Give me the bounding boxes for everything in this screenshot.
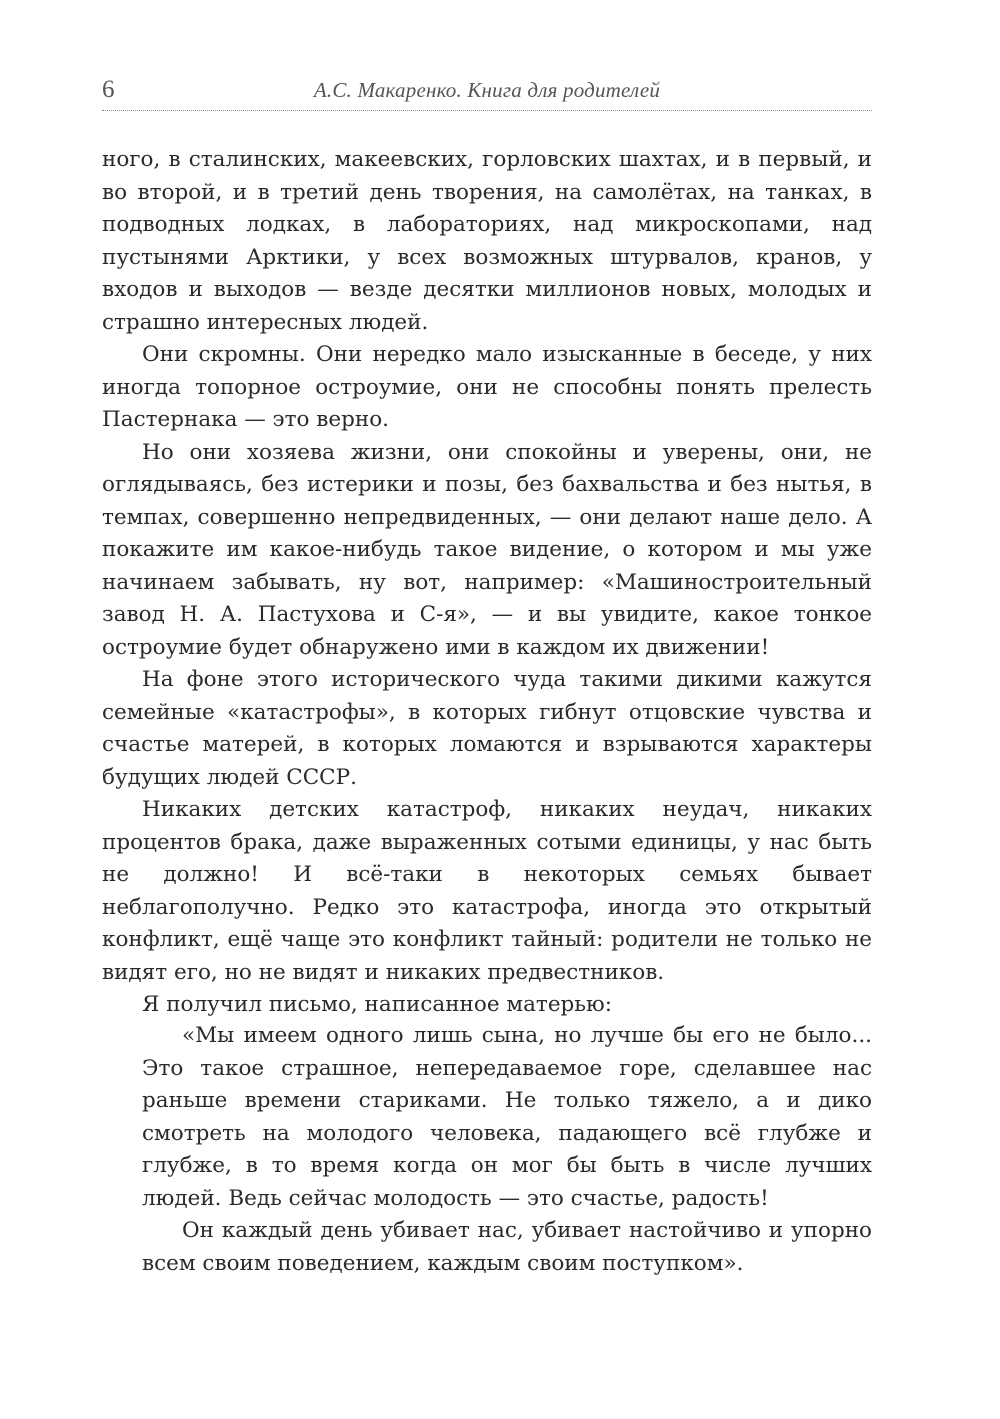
running-title: А.С. Макаренко. Книга для родителей [313, 78, 661, 102]
letter-quote [142, 1020, 872, 1280]
paragraph-letter-intro: Я получил письмо, написанное матерью: [142, 992, 612, 1017]
running-head [102, 74, 872, 111]
letter-paragraph: «Мы имеем одного лишь сына, но лучше бы его не было... Это такое страшное, непередаваемое горе, сделавшее нас раньше времени стариками. Не только тяжело, а и дико смотреть на молодого человека, падающего всё глубже и глубже, в то время когда он мог бы быть в числе лучших людей. Ведь сейчас молодость — это счастье, радость! [142, 1023, 872, 1211]
paragraph: Никаких детских катастроф, никаких неудач, никаких процентов брака, даже выраженных сотыми единицы, у нас быть не должно! И всё-таки в некоторых семьях бывает неблагополучно. Редко это катастрофа, иногда это открытый конфликт, ещё чаще это конфликт тайный: родители не только не видят его, но не видят и никаких предвестников. [102, 797, 872, 985]
page-number: 6 [102, 76, 115, 103]
paragraph: На фоне этого исторического чуда такими дикими кажутся семейные «катастрофы», в которых гибнут отцовские чувства и счастье матерей, в которых ломаются и взрываются характеры будущих людей СССР. [102, 667, 872, 790]
letter-paragraph: Он каждый день убивает нас, убивает настойчиво и упорно всем своим поведением, каждым своим поступком». [142, 1218, 872, 1276]
paragraph: Но они хозяева жизни, они спокойны и уверены, они, не оглядываясь, без истерики и позы, без бахвальства и без нытья, в темпах, совершенно непредвиденных, — они делают наше дело. А покажите им какое-нибудь такое видение, о котором и мы уже начинаем забывать, ну вот, например: «Машиностроительный завод Н. А. Пастухова и С-я», — и вы увидите, какое тонкое остроумие будет обнаружено ими в каждом их движении! [102, 439, 872, 660]
paragraph-continuation: ного, в сталинских, макеевских, горловских шахтах, и в первый, и во второй, и в третий день творения, на самолётах, на танках, в подводных лодках, в лабораториях, над микроскопами, над пустынями Арктики, у всех возможных штурвалов, кранов, у входов и выходов — везде десятки миллионов новых, молодых и страшно интересных людей. [102, 147, 872, 335]
main-text [102, 144, 872, 1022]
paragraph: Они скромны. Они нередко мало изысканные в беседе, у них иногда топорное остроумие, они не способны понять прелесть Пастернака — это верно. [102, 342, 872, 432]
